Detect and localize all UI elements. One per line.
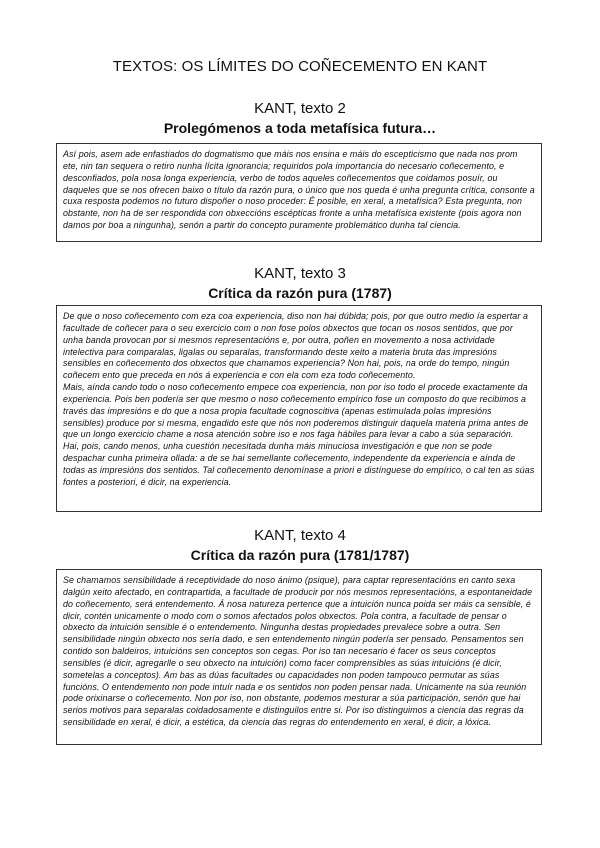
quote-paragraph: Se chamamos sensibilidade á receptividade do noso ánimo (psique), para captar representacións en canto sexa dalgún xeito afectado, en contrapartida, a facultade de producir por nós mesmos representacións, a espontaneidade do coñecemento, será entendemento. Á nosa natureza pertence que a intuición nunca poida ser máis ca sensible, é dicir, contén unicamente o modo com o somos afectados polos obxectos. Pola contra, a facultade de pensar o obxecto da intuición sensible é o entendemento. Ningunha destas propiedades prevalece sobre a outra. Sen sensibilidade ningún obxecto nos sería dado, e sen entendemento ningún podería ser pensado. Pensamentos sen contido son baldeiros, intuicións sen conceptos son cegas. Por iso tan necesario é facer os seus conceptos sensibles (é dicir, agregarlle o seu obxecto na intuición) como facer comprensibles as súas intuicións (é dicir, sometelas a conceptos). Am bas as dúas facultades ou capacidades non poden tampouco permutar as súas funcións. O entendemento non pode intuír nada e os sentidos non poden pensar nada. Unicamente na súa reunión pode orixinarse o coñecemento. Non por iso, non obstante, podemos mesturar a súa participación, senón que hai serios motivos para separalas coidadosamente e distinguilos entre si. Por iso distinguimos a ciencia das regras da sensibilidade en xeral, é dicir, a estética, da ciencia das regras do entendemento en xeral, é dicir, a lóxica. xyxy=(63,575,533,728)
quote-box-texto-2 xyxy=(56,143,542,242)
section-work-title-texto-4: Crítica da razón pura (1781/1787) xyxy=(190,547,410,563)
quote-box-texto-4 xyxy=(56,569,542,745)
page-title: TEXTOS: OS LÍMITES DO COÑECEMENTO EN KANT xyxy=(112,58,488,75)
section-work-title-texto-2: Prolegómenos a toda metafísica futura… xyxy=(163,120,437,136)
quote-box-texto-3 xyxy=(56,305,542,512)
quote-paragraph: Hai, pois, cando menos, unha cuestión necesitada dunha máis minuciosa investigación e que non se pode despachar cunha primeira ollada: a de se hai semellante coñecemento, independente da experiencia e aínda de todas as impresións dos sentidos. Tal coñecemento denomínase a priori e distínguese do empírico, o cal ten as súas fontes a posteriori, é dicir, na experiencia. xyxy=(63,441,535,487)
section-work-title-texto-3: Crítica da razón pura (1787) xyxy=(208,285,392,301)
section-heading-texto-3: KANT, texto 3 xyxy=(254,265,346,282)
quote-paragraph: Así pois, asem ade enfastiados do dogmatismo que máis nos ensina e máis do escepticismo que nada nos prom ete, nin tan sequera o retiro nunha lícita ignorancia; requiridos pola importancia do necesario coñecemento, e desconfiados, pola nosa longa experiencia, verbo de todos aqueles coñecementos que coidamos posuír, ou daqueles que se nos ofrecen baixo o título da razón pura, o único que nos queda é unha pregunta crítica, consonte a cuxa resposta podemos no futuro dispoñer o noso proceder: É posible, en xeral, a metafísica? Esta pregunta, non obstante, non ha de ser respondida con obxeccións escépticas fronte a unha metafísica existente (pois agora non damos por boa a ningunha), senón a partir do concepto puramente problemático dunha tal ciencia. xyxy=(63,149,535,231)
section-heading-texto-2: KANT, texto 2 xyxy=(254,100,346,117)
quote-paragraph: De que o noso coñecemento com eza coa experiencia, diso non hai dúbida; pois, por que outro medio ía espertar a facultade de coñecer para o seu exercicio com o non fose polos obxectos que tocan os nosos sentidos, que por unha banda provocan por si mesmos representacións e, por outra, poñen en movemento a nosa actividade intelectiva para comparalas, ligalas ou separalas, transformando deste xeito a materia bruta das impresións sensibles en coñecemento dos obxectos que chamamos experiencia? Non hai, pois, na orde do tempo, ningún coñecem ento que preceda en nós á experiencia e con ela com eza todo coñecemento. xyxy=(63,311,528,381)
section-heading-texto-4: KANT, texto 4 xyxy=(254,527,346,544)
quote-paragraph: Mais, aínda cando todo o noso coñecemento empece coa experiencia, non por iso todo el procede exactamente da experiencia. Pois ben podería ser que mesmo o noso coñecemento empírico fose un composto do que recibimos a través das impresións e do que a nosa propia facultade cognoscitiva (apenas estimulada polas impresións sensibles) produce por si mesma, engadido este que nós non poderemos distinguir daquela materia prima antes de que un longo exercicio chame a nosa atención sobre iso e nos faga hábiles para levar a cabo a súa separación. xyxy=(63,382,529,440)
